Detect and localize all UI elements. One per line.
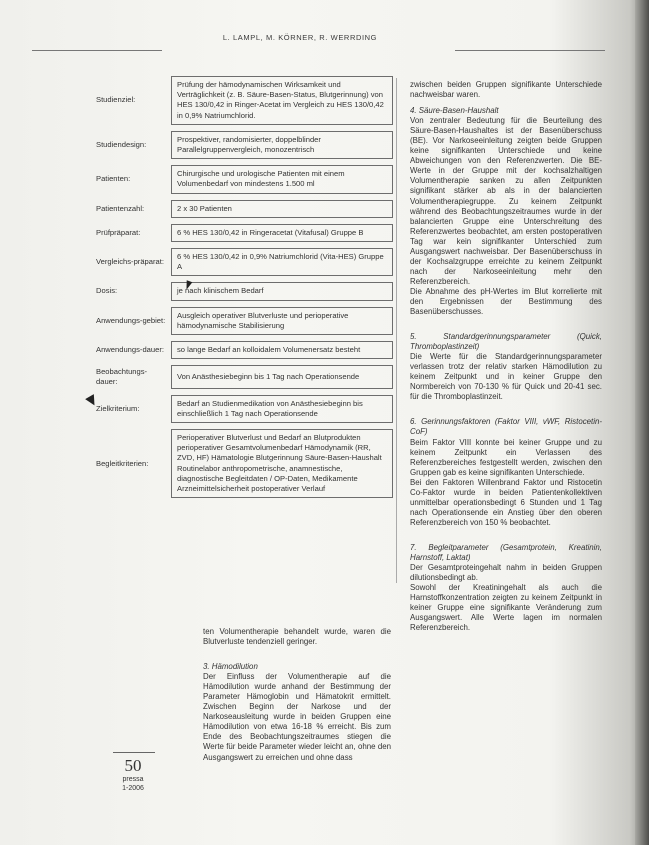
table-row bbox=[93, 224, 393, 241]
row-value: 6 % HES 130/0,42 in Ringeracetat (Vitafusal) Gruppe B bbox=[172, 224, 393, 241]
row-label: Prüfpräparat: bbox=[96, 227, 141, 237]
page-number: 50 bbox=[124, 756, 142, 775]
row-value: Prospektiver, randomisierter, doppelblinder Parallelgruppenvergleich, monozentrisch bbox=[172, 131, 393, 158]
row-value: so lange Bedarf an kolloidalem Volumenersatz besteht bbox=[172, 342, 393, 359]
paragraph-gap bbox=[410, 317, 602, 326]
row-value: Bedarf an Studienmedikation von Anästhesiebeginn bis einschließlich 1 Tag nach Operationsende bbox=[172, 395, 393, 422]
paragraph: zwischen beiden Gruppen signifikante Unterschiede nachweisbar waren. bbox=[410, 80, 602, 100]
section-heading: 5. Standardgerinnungsparameter (Quick, Thromboplastinzeit) bbox=[410, 332, 602, 352]
table-row bbox=[93, 366, 393, 388]
row-label: Anwendungs-dauer: bbox=[96, 345, 164, 355]
row-value: 2 x 30 Patienten bbox=[172, 200, 393, 217]
row-value: Chirurgische und urologische Patienten mit einem Volumenbedarf von mindestens 1.500 ml bbox=[172, 166, 393, 193]
paragraph: Die Werte für die Standardgerinnungsparameter verlassen trotz der relativ starken Hämodilution zu keinem Zeitpunkt und in keiner Gruppe den Normbereich von 70-130 % für Quick und 20-41 sec. für die Thromboplastinzeit. bbox=[410, 352, 602, 402]
book-spine-shadow bbox=[635, 0, 649, 845]
page-number-rule bbox=[113, 752, 155, 753]
row-value: Von Anästhesiebeginn bis 1 Tag nach Operationsende bbox=[172, 366, 393, 388]
table-row bbox=[93, 77, 393, 125]
paragraph-gap bbox=[203, 647, 391, 656]
table-row bbox=[93, 342, 393, 359]
paragraph-gap bbox=[410, 528, 602, 537]
paragraph: Der Einfluss der Volumentherapie auf die Hämodilution wurde anhand der Bestimmung der Parameter Hämoglobin und Hämatokrit ermittelt. Zwischen Beginn der Narkose und der Narkoseausleitung wurde in beiden Gruppen eine Hämodilution von etwa 16-18 % erreicht. Bis zum Ende des Beobachtungszeitraumes stiegen die Werte für beide Parameter wieder leicht an, ohne den Ausgangswert zu erreichen und ohne dass bbox=[203, 672, 391, 762]
paragraph: Die Abnahme des pH-Wertes im Blut korrelierte mit den Ergebnissen der Bestimmung des Basenüberschusses. bbox=[410, 286, 602, 317]
row-label: Patienten: bbox=[96, 174, 131, 184]
table-row bbox=[93, 395, 393, 422]
bottom-text-column bbox=[203, 627, 391, 763]
row-label: Studiendesign: bbox=[96, 139, 147, 149]
row-value: je nach klinischem Bedarf bbox=[172, 283, 393, 300]
table-row bbox=[93, 166, 393, 193]
paragraph: ten Volumentherapie behandelt wurde, waren die Blutverluste tendenziell geringer. bbox=[203, 627, 391, 647]
row-label: Beobachtungs-dauer: bbox=[96, 366, 148, 386]
paragraph: Der Gesamtproteingehalt nahm in beiden Gruppen dilutionsbedingt ab. bbox=[410, 563, 602, 583]
table-row bbox=[93, 307, 393, 334]
paragraph: Sowohl der Kreatiningehalt als auch die Harnstoffkonzentration zeigten zu keinem Zeitpunkt in keiner Gruppe eine signifikante Veränderung zum Ausgangswert. Alle Werte lagen im normalen Referenzbereich. bbox=[410, 583, 602, 633]
row-label: Anwendungs-gebiet: bbox=[96, 315, 166, 325]
column-divider bbox=[396, 78, 397, 583]
paragraph-gap bbox=[410, 402, 602, 411]
section-heading: 3. Hämodilution bbox=[203, 662, 258, 672]
table-row bbox=[93, 131, 393, 158]
row-label: Zielkriterium: bbox=[96, 403, 140, 413]
header-rule-left bbox=[32, 50, 162, 51]
right-text-column bbox=[410, 80, 602, 633]
row-value: Prüfung der hämodynamischen Wirksamkeit und Verträglichkeit (z. B. Säure-Basen-Status, Blutgerinnung) von HES 130/0,42 in Ringer-Acetat im Vergleich zu HES 130/0,42 in 0,9% Natriumchlorid. bbox=[172, 77, 393, 125]
study-table bbox=[93, 76, 393, 498]
table-row bbox=[93, 200, 393, 217]
row-value: Perioperativer Blutverlust und Bedarf an Blutprodukten perioperativer Gesamtvolumenbedarf Hämodynamik (RR, ZVD, HF) Hämatologie Blutgerinnung Säure-Basen-Haushalt Routinelabor anthropometrische, anamnestische, diagnostische Begleitdaten / OP-Daten, Medikamente Arzneimittelsicherheit postoperativer Verlauf bbox=[172, 430, 393, 498]
section-heading: 7. Begleitparameter (Gesamtprotein, Kreatinin, Harnstoff, Laktat) bbox=[410, 542, 602, 562]
row-label: Studienziel: bbox=[96, 95, 136, 105]
paragraph: Von zentraler Bedeutung für die Beurteilung des Säure-Basen-Haushaltes ist der Basenüberschuss (BE). Vor Narkoseeinleitung zeigten beide Gruppen keine signifikanten Unterschiede und keine Abweichungen von den Referenzwerten. Die BE-Werte in der Gruppe mit der kochsalzhaltigen Volumentherapie sanken zu allen Zeitpunkten signifikant stärker ab als in der balancierten Volumentherapiegruppe. Zu keinem Zeitpunkt während des Beobachtungszeitraumes wurde in der balancierten Gruppe eine Unterschreitung des Referenzwertes beobachtet, am ersten postoperativen Tag war kein signifikanter Unterschied zum Ausgangswert nachweisbar. Der Basenüberschuss in der Kochsalzgruppe erreichte zu keinem Zeitpunkt nach der Narkoseeinleitung mehr den Referenzbereich. bbox=[410, 116, 602, 286]
table-row bbox=[93, 430, 393, 498]
row-label: Vergleichs-präparat: bbox=[96, 257, 164, 267]
header-rule-right bbox=[455, 50, 605, 51]
running-header: L. LAMPL, M. KÖRNER, R. WERRDING bbox=[222, 33, 378, 42]
row-value: Ausgleich operativer Blutverluste und perioperative hämodynamische Stabilisierung bbox=[172, 307, 393, 334]
row-label: Dosis: bbox=[96, 286, 118, 296]
paragraph: Bei den Faktoren Willenbrand Faktor und Ristocetin Co-Faktor wurde in beiden Patientenkollektiven unmittelbar operationsbedingt 6 Stunden und 1 Tag nach Operationsende ein Anstieg über den oberen Referenzbereich von 150 % beobachtet. bbox=[410, 477, 602, 527]
section-heading: 6. Gerinnungsfaktoren (Faktor VIII, vWF, Ristocetin-CoF) bbox=[410, 417, 602, 437]
journal-issue: 1-2006 bbox=[122, 785, 144, 792]
row-label: Begleitkriterien: bbox=[96, 458, 149, 468]
section-heading: 4. Säure-Basen-Haushalt bbox=[410, 106, 499, 116]
page-number-block bbox=[113, 757, 153, 793]
paragraph: Beim Faktor VIII konnte bei keiner Gruppe und zu keinem Zeitpunkt ein Verlassen des Referenzbereiches festgestellt werden, zwischen den Gruppen gab es keine signifikanten Unterschiede. bbox=[410, 437, 602, 477]
journal-name: pressa bbox=[122, 776, 144, 783]
table-row bbox=[93, 249, 393, 276]
row-label: Patientenzahl: bbox=[96, 203, 145, 213]
row-value: 6 % HES 130/0,42 in 0,9% Natriumchlorid (Vita-HES) Gruppe A bbox=[172, 249, 393, 276]
table-row bbox=[93, 283, 393, 300]
